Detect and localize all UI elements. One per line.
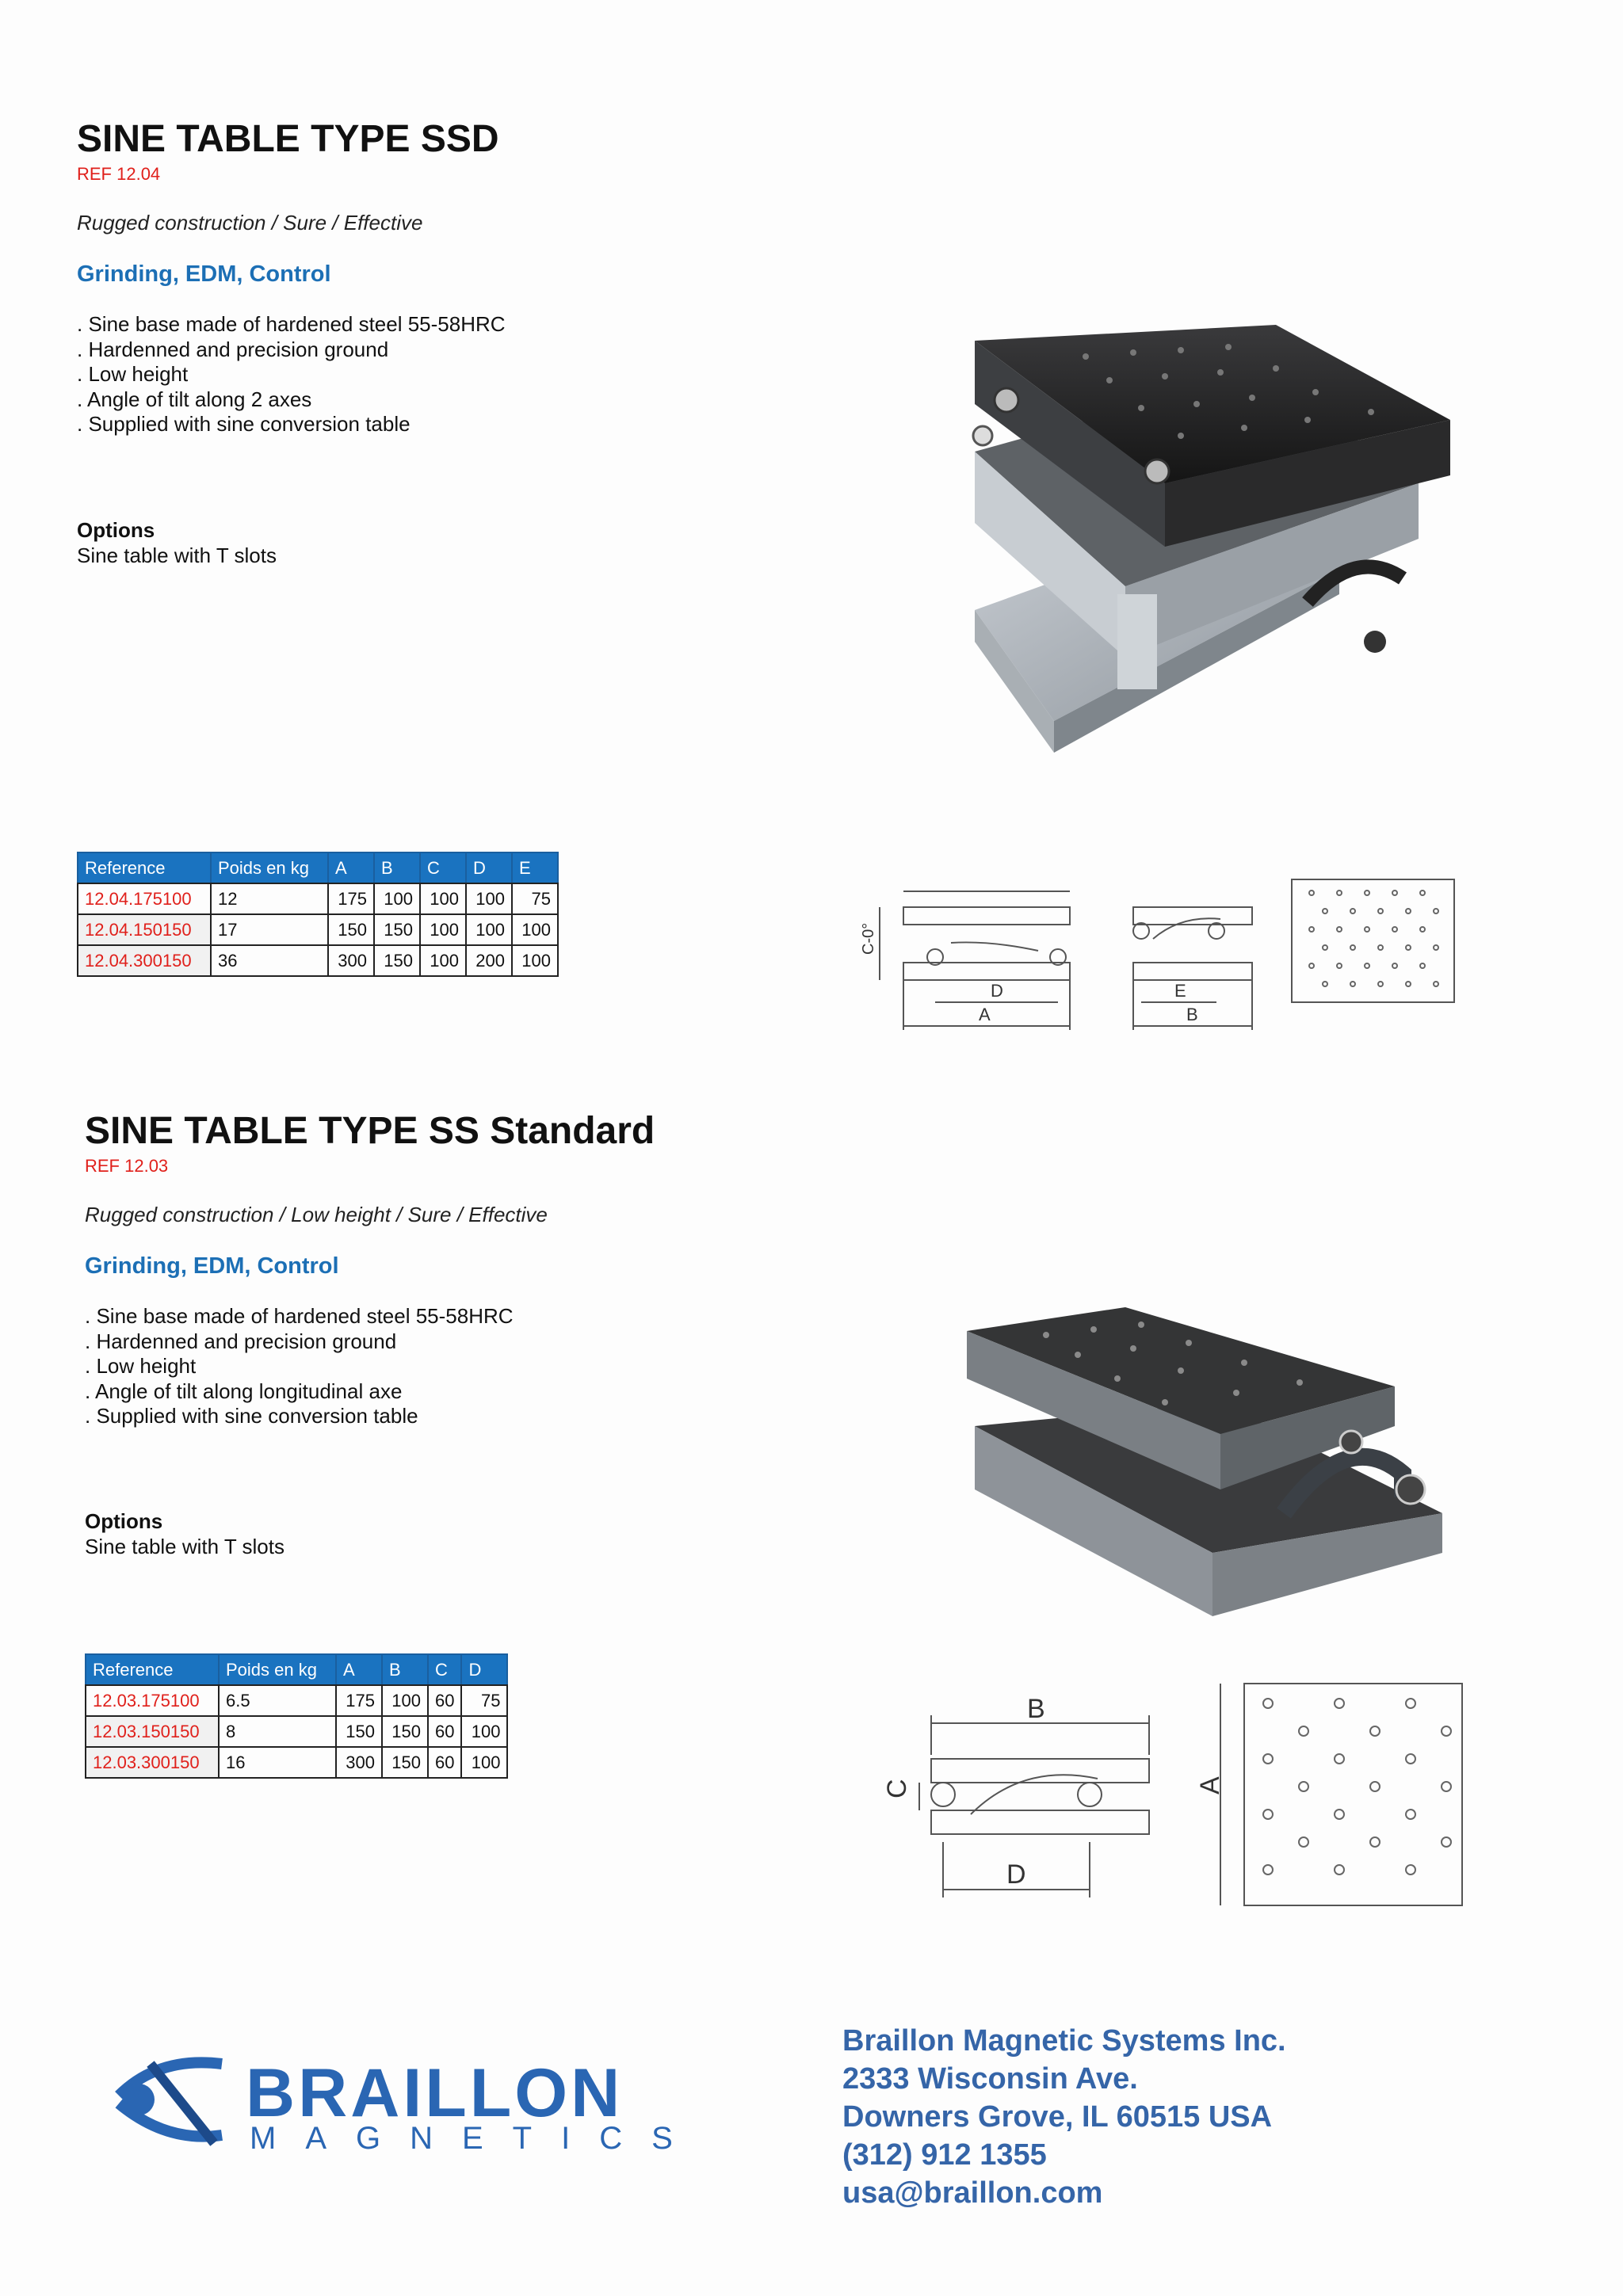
table-row [86, 1716, 507, 1747]
table-row [78, 914, 558, 945]
dim-label-c: C-0° [860, 922, 877, 955]
ssd-options-title: Options [77, 518, 155, 542]
feature-item: . Sine base made of hardened steel 55-58HRC [77, 312, 506, 336]
column-header: C [428, 1654, 461, 1685]
email-link[interactable]: usa@braillon.com [842, 2176, 1103, 2210]
column-header: B [374, 852, 420, 883]
city-address: Downers Grove, IL 60515 USA [842, 2100, 1273, 2134]
feature-item: . Hardenned and precision ground [77, 337, 389, 361]
dim-label-d: D [1006, 1859, 1026, 1890]
logo-wordmark: BRAILLON [246, 2055, 624, 2131]
ss-ref: REF 12.03 [85, 1156, 169, 1176]
table-cell: 100 [512, 945, 558, 976]
table-cell: 300 [328, 945, 374, 976]
table-cell: 100 [466, 914, 512, 945]
ss-product-image [951, 1291, 1474, 1648]
weight-cell: 17 [211, 914, 328, 945]
table-cell: 150 [382, 1747, 428, 1778]
reference-cell: 12.03.150150 [86, 1716, 219, 1747]
column-header: Poids en kg [211, 852, 328, 883]
feature-item: . Sine base made of hardened steel 55-58HRC [85, 1304, 514, 1328]
table-cell: 100 [466, 883, 512, 914]
dim-label-d: D [991, 981, 1003, 1001]
reference-cell: 12.04.150150 [78, 914, 211, 945]
feature-item: . Low height [77, 362, 189, 386]
column-header: B [382, 1654, 428, 1685]
column-header: A [328, 852, 374, 883]
weight-cell: 12 [211, 883, 328, 914]
weight-cell: 16 [219, 1747, 336, 1778]
table-row [78, 945, 558, 976]
reference-cell: 12.03.175100 [86, 1685, 219, 1716]
reference-cell: 12.04.300150 [78, 945, 211, 976]
weight-cell: 8 [219, 1716, 336, 1747]
table-cell: 100 [461, 1747, 507, 1778]
ssd-product-image [927, 309, 1466, 840]
column-header: Reference [86, 1654, 219, 1685]
ssd-feature-list [77, 312, 506, 437]
column-header: C [420, 852, 466, 883]
dim-label-b: B [1186, 1005, 1198, 1024]
feature-item: . Supplied with sine conversion table [77, 412, 411, 436]
ss-options-title: Options [85, 1509, 163, 1533]
ssd-ref: REF 12.04 [77, 164, 161, 184]
column-header: Reference [78, 852, 211, 883]
dim-label-b: B [1027, 1694, 1045, 1724]
table-cell: 150 [374, 914, 420, 945]
table-cell: 175 [328, 883, 374, 914]
column-header: E [512, 852, 558, 883]
feature-item: . Low height [85, 1354, 197, 1378]
reference-cell: 12.04.175100 [78, 883, 211, 914]
table-cell: 150 [374, 945, 420, 976]
logo-tagline: MAGNETICS [250, 2121, 702, 2156]
table-cell: 100 [461, 1716, 507, 1747]
dim-label-a: A [979, 1005, 991, 1024]
street-address: 2333 Wisconsin Ave. [842, 2062, 1138, 2096]
ss-title: SINE TABLE TYPE SS Standard [85, 1110, 655, 1152]
weight-cell: 6.5 [219, 1685, 336, 1716]
braillon-logo [103, 2048, 745, 2156]
weight-cell: 36 [211, 945, 328, 976]
table-header-row [86, 1654, 507, 1685]
ss-subhead: Grinding, EDM, Control [85, 1253, 339, 1279]
table-cell: 75 [461, 1685, 507, 1716]
phone-number: (312) 912 1355 [842, 2138, 1047, 2172]
table-cell: 100 [420, 883, 466, 914]
table-cell: 100 [420, 914, 466, 945]
dim-label-e: E [1174, 981, 1186, 1001]
table-cell: 200 [466, 945, 512, 976]
ssd-options-text: Sine table with T slots [77, 543, 277, 567]
reference-cell: 12.03.300150 [86, 1747, 219, 1778]
column-header: A [336, 1654, 382, 1685]
logo-mark-icon [103, 2048, 230, 2151]
table-cell: 150 [336, 1716, 382, 1747]
feature-item: . Angle of tilt along longitudinal axe [85, 1379, 403, 1403]
table-row [78, 883, 558, 914]
table-cell: 75 [512, 883, 558, 914]
dim-label-a: A [1195, 1776, 1225, 1794]
ss-spec-table [85, 1653, 508, 1779]
column-header: Poids en kg [219, 1654, 336, 1685]
table-cell: 100 [512, 914, 558, 945]
feature-item: . Angle of tilt along 2 axes [77, 387, 312, 411]
ss-tagline: Rugged construction / Low height / Sure / Effective [85, 1203, 548, 1226]
contact-address [842, 2022, 1286, 2212]
table-cell: 60 [428, 1716, 461, 1747]
company-name: Braillon Magnetic Systems Inc. [842, 2024, 1286, 2058]
ssd-spec-table [77, 852, 559, 977]
ssd-subhead: Grinding, EDM, Control [77, 261, 331, 287]
table-cell: 100 [382, 1685, 428, 1716]
table-cell: 150 [382, 1716, 428, 1747]
feature-item: . Hardenned and precision ground [85, 1329, 397, 1353]
ssd-title: SINE TABLE TYPE SSD [77, 118, 499, 160]
table-cell: 300 [336, 1747, 382, 1778]
column-header: D [461, 1654, 507, 1685]
ss-feature-list [85, 1304, 514, 1429]
table-cell: 175 [336, 1685, 382, 1716]
ss-options-text: Sine table with T slots [85, 1535, 285, 1558]
column-header: D [466, 852, 512, 883]
ssd-tagline: Rugged construction / Sure / Effective [77, 211, 423, 235]
table-header-row [78, 852, 558, 883]
table-cell: 150 [328, 914, 374, 945]
ssd-technical-drawing [856, 868, 1482, 1042]
table-row [86, 1685, 507, 1716]
table-cell: 100 [420, 945, 466, 976]
ss-technical-drawing [864, 1668, 1482, 1921]
dim-label-c: C [882, 1779, 912, 1798]
table-cell: 100 [374, 883, 420, 914]
table-row [86, 1747, 507, 1778]
feature-item: . Supplied with sine conversion table [85, 1404, 418, 1428]
table-cell: 60 [428, 1685, 461, 1716]
table-cell: 60 [428, 1747, 461, 1778]
